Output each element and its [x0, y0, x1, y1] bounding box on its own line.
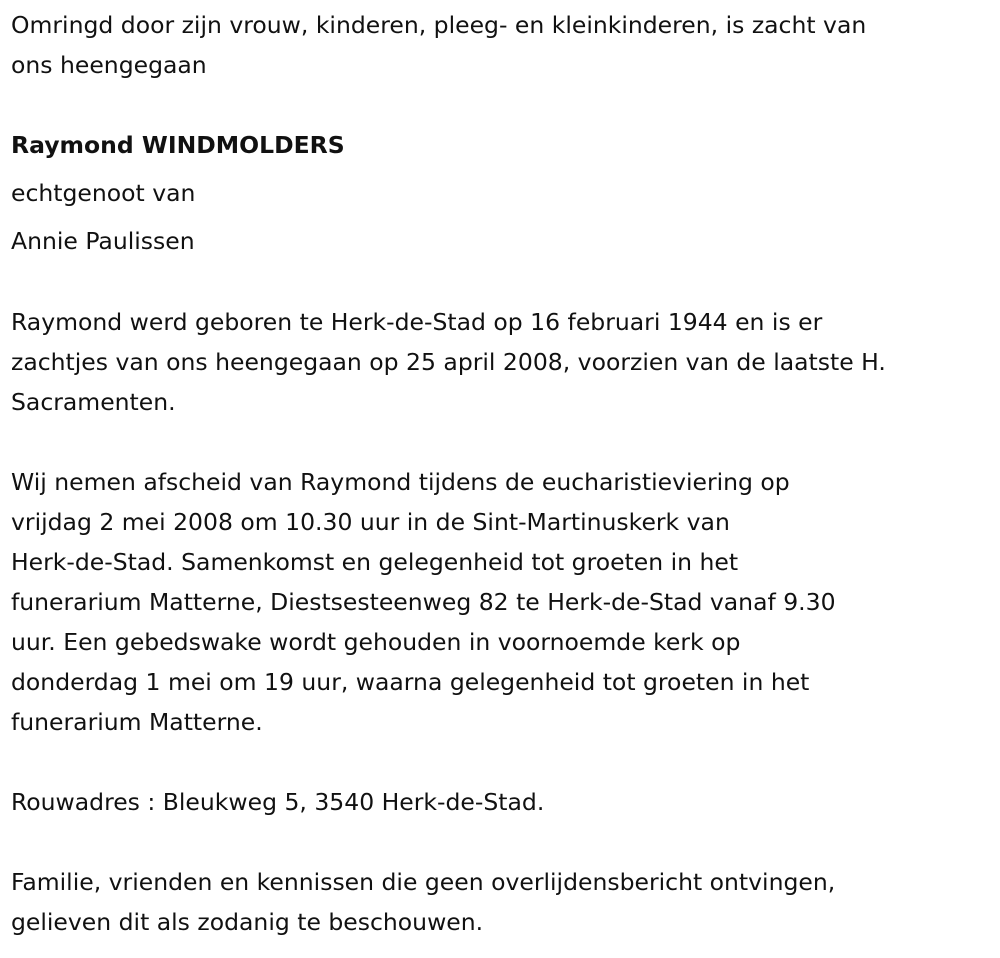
spouse-name: Annie Paulissen	[11, 227, 195, 255]
ceremony-paragraph	[11, 462, 1000, 742]
relation-label: echtgenoot van	[11, 179, 196, 207]
text-line: vrijdag 2 mei 2008 om 10.30 uur in de Sint-Martinuskerk van	[11, 508, 730, 536]
text-line: funerarium Matterne.	[11, 708, 263, 736]
text-line: zachtjes van ons heengegaan op 25 april 2008, voorzien van de laatste H.	[11, 348, 886, 376]
intro-paragraph	[11, 5, 1000, 85]
text-line: Wij nemen afscheid van Raymond tijdens de eucharistieviering op	[11, 468, 790, 496]
text-line: gelieven dit als zodanig te beschouwen.	[11, 908, 484, 936]
text-line: Raymond werd geboren te Herk-de-Stad op 16 februari 1944 en is er	[11, 308, 823, 336]
text-line: uur. Een gebedswake wordt gehouden in voornoemde kerk op	[11, 628, 741, 656]
text-line: Rouwadres : Bleukweg 5, 3540 Herk-de-Stad.	[11, 788, 545, 816]
address-paragraph	[11, 782, 1000, 822]
birth-death-paragraph	[11, 302, 1000, 422]
deceased-block	[11, 121, 1000, 265]
text-line: Sacramenten.	[11, 388, 176, 416]
text-line: Omringd door zijn vrouw, kinderen, pleeg- en kleinkinderen, is zacht van	[11, 11, 867, 39]
text-line: ons heengegaan	[11, 51, 207, 79]
text-line: Familie, vrienden en kennissen die geen overlijdensbericht ontvingen,	[11, 868, 836, 896]
text-line: Herk-de-Stad. Samenkomst en gelegenheid tot groeten in het	[11, 548, 739, 576]
text-line: funerarium Matterne, Diestsesteenweg 82 te Herk-de-Stad vanaf 9.30	[11, 588, 836, 616]
text-line: donderdag 1 mei om 19 uur, waarna gelegenheid tot groeten in het	[11, 668, 810, 696]
closing-paragraph	[11, 862, 1000, 942]
deceased-name: Raymond WINDMOLDERS	[11, 131, 345, 159]
